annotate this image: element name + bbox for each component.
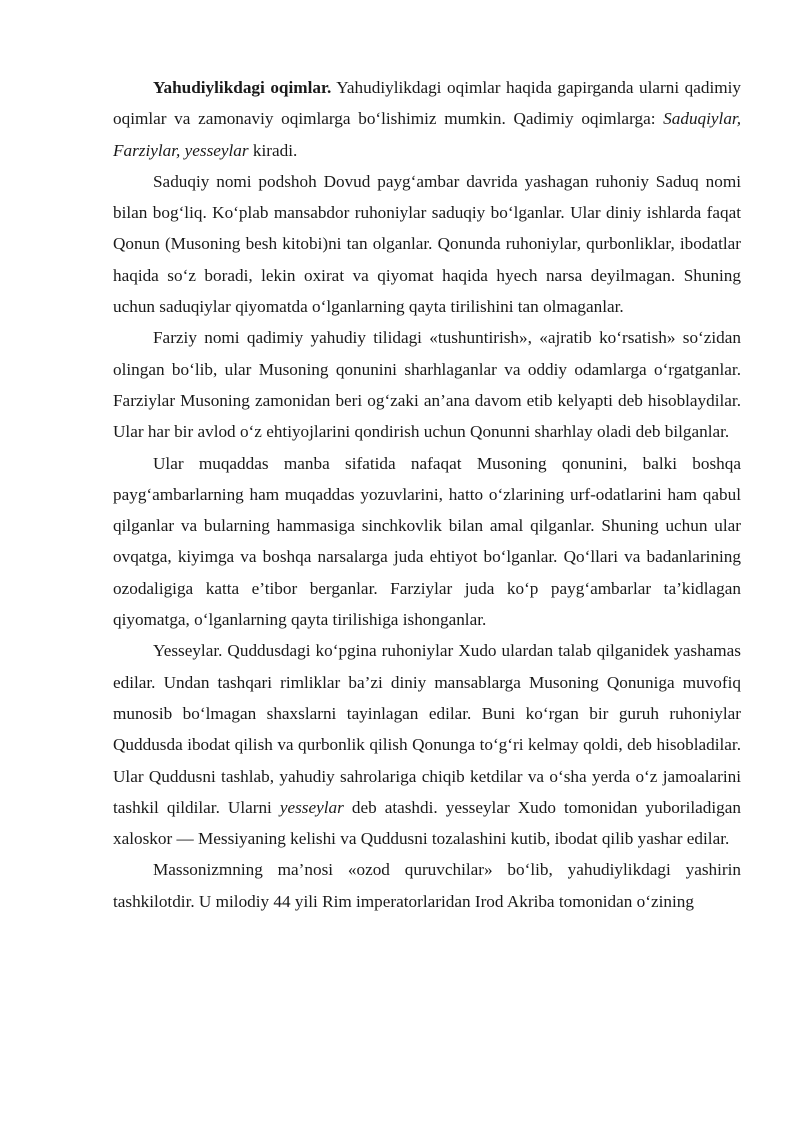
section-heading: Yahudiylikdagi oqimlar.: [153, 78, 332, 97]
paragraph-farziylar-beliefs: Ular muqaddas manba sifatida nafaqat Musoning qonunini, balki boshqa payg‘ambarlarning ham muqaddas yozuvlarini, hatto o‘zlarining urf-odatlarini ham qabul qilganlar va bularning hammasiga sinchkovlik bilan amal qilganlar. Shuning uchun ular ovqatga, kiyimga va boshqa narsalarga juda ehtiyot bo‘lganlar. Qo‘llari va badanlarining ozodaligiga katta e’tibor berganlar. Farziylar juda ko‘p payg‘ambarlar ta’kidlagan qiyomatga, o‘lganlarning qayta tirilishiga ishonganlar.: [113, 453, 741, 630]
paragraph-saduqiylar: Saduqiy nomi podshoh Dovud payg‘ambar davrida yashagan ruhoniy Saduq nomi bilan bog‘liq. Ko‘plab mansabdor ruhoniylar saduqiy bo‘lganlar. Ular diniy ishlarda faqat Qonun (Musoning besh kitobi)ni tan olganlar. Qonunda ruhoniylar, qurbonliklar, ibodatlar haqida so‘z boradi, lekin oxirat va qiyomat haqida hyech narsa deyilmagan. Shuning uchun saduqiylar qiyomatda o‘lganlarning qayta tirilishini tan olmaganlar.: [113, 171, 741, 317]
paragraph-yesseylar: [113, 635, 741, 854]
yesseylar-text-after: deb atashdi. yesseylar Xudo tomonidan yuboriladigan xaloskor — Messiyaning kelishi va Quddusni tozalashini kutib, ibodat qilib yashar edilar.: [113, 797, 741, 849]
paragraph-farziylar: Farziy nomi qadimiy yahudiy tilidagi «tushuntirish», «ajratib ko‘rsatish» so‘zidan olingan bo‘lib, ular Musoning qonunini sharhlaganlar va oddiy odamlarga o‘rgatganlar. Farziylar Musoning zamonidan beri og‘zaki an’ana davom etib kelyapti deb hisoblaydilar. Ular har bir avlod o‘z ehtiyojlarini qondirish uchun Qonunni sharhlay oladi deb bilganlar.: [113, 328, 741, 442]
paragraph-massonizm: Massonizmning ma’nosi «ozod quruvchilar» bo‘lib, yahudiylikdagi yashirin tashkilotdir. U milodiy 44 yili Rim imperatorlaridan Irod Akriba tomonidan o‘zining: [113, 860, 741, 911]
intro-outro: kiradi.: [248, 140, 298, 160]
movements-list: Saduqiylar, Farziylar, yesseylar: [113, 109, 741, 160]
yesseylar-text-before: Yesseylar. Quddusdagi ko‘pgina ruhoniylar Xudo ulardan talab qilganidek yashamas edilar. Undan tashqari rimliklar ba’zi diniy mansablarga Musoning Qonuniga muvofiq munosib bo‘lmagan shaxslarni tayinlagan edilar. Buni ko‘rgan bir guruh ruhoniylar Quddusda ibodat qilish va qurbonlik qilish Qonunga to‘g‘ri kelmay qoldi, deb hisobladilar. Ular Quddusni tashlab, yahudiy sahrolariga chiqib ketdilar va o‘sha yerda o‘z jamoalarini tashkil qildilar. Ularni: [113, 641, 741, 817]
document-page: [113, 72, 741, 917]
intro-text: Yahudiylikdagi oqimlar haqida gapirganda ularni qadimiy oqimlar va zamonaviy oqimlarga bo‘lishimiz mumkin. Qadimiy oqimlarga:: [113, 78, 741, 129]
paragraph-intro: [113, 72, 741, 166]
yesseylar-term: yesseylar: [279, 797, 344, 817]
